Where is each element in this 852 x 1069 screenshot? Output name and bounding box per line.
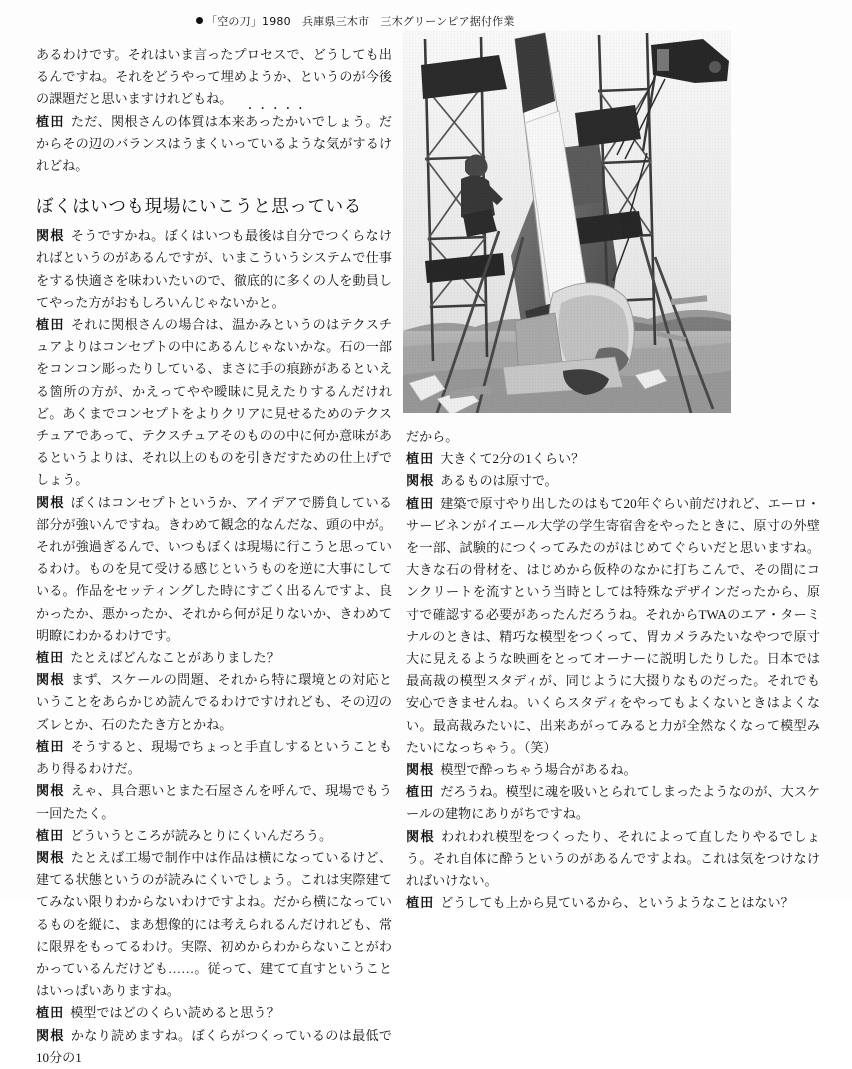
paragraph bbox=[36, 825, 392, 847]
paragraph-text: 建築で原寸やり出したのはもて20年ぐらい前だけれど、エーロ・サービネンがイエール大学の学生寄宿舎をやったときに、原寸の外壁を一部、試験的につくってみたのがはじめてぐらいだと思いますね。大きな石の骨材を、はじめから仮枠のなかに打ちこんで、その間にコンクリートを流すという当時としては特殊なデザインだったから、原寸で確認する必要があったんだろうね。それからTWAのエア・ターミナルのときは、精巧な模型をつくって、胃カメラみたいなやつで原寸大に見えるような映画をとってオーナーに説明したりした。日本では最高裁の模型スタディが、同じように大掇りなものだった。それでも安心できませんね。いくらスタディをやってもよくないときはよくない。最高裁みたいに、出来あがってみると力が全然なくなって模型みたいになっちゃう。（笑） bbox=[406, 495, 821, 755]
emphasized-text: ・・・・・ あったかい bbox=[245, 114, 312, 129]
speaker-label-ueda: 植田 bbox=[36, 738, 65, 754]
speaker-label-ueda: 植田 bbox=[36, 827, 65, 843]
paragraph bbox=[406, 892, 820, 914]
paragraph bbox=[36, 669, 392, 736]
paragraph-text: かなり読めますね。ぼくらがつくっているのは最低で10分の1 bbox=[36, 1027, 392, 1065]
paragraph bbox=[36, 1025, 392, 1069]
speaker-label-sekine: 関根 bbox=[406, 828, 436, 844]
paragraph-text: たとえば工場で制作中は作品は横になっているけど、建てる状態というのが読みにくいでしょう。これは実際建ててみない限りわからないわけですよね。だから横になっているものを縦に、まあ想像的には考えられるんだけれども、常に限界をもってるわけ。実際、初めからわからないことがわかっているんだけども……。従って、建てて直すということはいっぱいありますね。 bbox=[36, 849, 393, 999]
speaker-label-sekine: 関根 bbox=[36, 672, 65, 688]
paragraph bbox=[36, 314, 392, 492]
left-text-column bbox=[36, 44, 392, 1069]
paragraph-text: 模型ではどのくらい読めると思う？ bbox=[70, 1005, 280, 1021]
paragraph bbox=[36, 1002, 392, 1024]
paragraph bbox=[406, 759, 820, 781]
paragraph-text: それに関根さんの場合は、温かみというのはテクスチュアよりはコンセプトの中にあるんじゃないかな。石の一部をコンコン彫ったりしている、まさに手の痕跡があるといえる箇所の方が、かえってやや曖昧に見えたりするんだけれど。あくまでコンセプトをよりクリアに見せるためのテクスチュアであって、テクスチュアそのものの中に何か意味があるというよりは、それ以上のものを引きだすための仕上げでしょう。 bbox=[36, 317, 392, 488]
paragraph-text: どういうところが読みとりにくいんだろう。 bbox=[70, 827, 333, 843]
paragraph-text: あるものは原寸で。 bbox=[440, 473, 558, 489]
paragraph-text: だろうね。模型に魂を吸いとられてしまったようなのが、大スケールの建物にありがちですね。 bbox=[406, 784, 821, 822]
speaker-label-ueda: 植田 bbox=[36, 650, 65, 666]
paragraph bbox=[36, 736, 392, 780]
paragraph bbox=[406, 426, 820, 448]
section-heading: ぼくはいつも現場にいこうと思っている bbox=[36, 196, 362, 217]
paragraph-text: でしょう。だからその辺のバランスはうまくいっているような気がするけれどね。 bbox=[36, 113, 393, 174]
paragraph bbox=[406, 493, 820, 759]
speaker-label-ueda: 植田 bbox=[36, 317, 65, 333]
paragraph bbox=[36, 44, 392, 111]
paragraph-text: われわれ模型をつくったり、それによって直したりやるでしょう。それ自体に酔うというのがあるんですよね。これは気をつけなければいけない。 bbox=[406, 828, 820, 889]
paragraph-text: まず、スケールの問題、それから特に環境との対応ということをあらかじめ読んでるわけですけれども、その辺のズレとか、石のたたき方とかね。 bbox=[36, 672, 392, 732]
speaker-label-ueda: 植田 bbox=[406, 495, 435, 511]
paragraph bbox=[406, 826, 820, 893]
speaker-label-sekine: 関根 bbox=[36, 1027, 65, 1043]
paragraph bbox=[36, 225, 392, 314]
speaker-label-ueda: 植田 bbox=[36, 1005, 65, 1021]
bullet-icon bbox=[196, 17, 203, 24]
speaker-label-sekine: 関根 bbox=[36, 494, 65, 510]
paragraph bbox=[36, 780, 392, 824]
speaker-label-ueda: 植田 bbox=[406, 895, 435, 911]
speaker-label-sekine: 関根 bbox=[36, 849, 65, 865]
paragraph-text: だから。 bbox=[406, 429, 459, 444]
speaker-label-sekine: 関根 bbox=[36, 228, 65, 244]
paragraph-text: えゃ、具合悪いとまた石屋さんを呼んで、現場でもう一回たたく。 bbox=[36, 783, 392, 821]
photo-caption bbox=[196, 13, 515, 29]
speaker-label-sekine: 関根 bbox=[406, 473, 435, 489]
paragraph-text: そうすると、現場でちょっと手直しするということもあり得るわけだ。 bbox=[36, 738, 393, 777]
paragraph-text: ぼくはコンセプトというか、アイデアで勝負している部分が強いんですね。きわめて観念的なんだな、頭の中が。それが強過ぎるんで、いつもぼくは現場に行こうと思っているわけ。ものを見て受ける感じというものを逆に大事にしている。作品をセッティングした時にすごく出るんですよ、良かったか、悪かったか、それから何が足りないか、きわめて明瞭にわかるわけです。 bbox=[36, 494, 392, 643]
paragraph-text: 大きくて2分の1くらい？ bbox=[440, 451, 585, 467]
speaker-label-ueda: 植田 bbox=[406, 784, 435, 800]
paragraph bbox=[406, 448, 820, 470]
paragraph bbox=[36, 492, 392, 647]
paragraph-text: 模型で酔っちゃう場合があるね。 bbox=[440, 762, 637, 778]
paragraph bbox=[406, 470, 820, 492]
speaker-label-ueda: 植田 bbox=[406, 451, 435, 467]
installation-photograph bbox=[403, 31, 731, 413]
paragraph-text: たとえばどんなことがありました？ bbox=[70, 650, 280, 666]
speaker-label-sekine: 関根 bbox=[36, 783, 65, 799]
paragraph bbox=[36, 647, 392, 669]
speaker-label-ueda: 植田 bbox=[36, 113, 65, 129]
photo-caption-text: 「空の刀」1980 兵庫県三木市 三木グリーンピア据付作業 bbox=[206, 15, 515, 28]
paragraph-text: あるわけです。それはいま言ったプロセスで、どうしても出るんですね。それをどうやって埋めようか、というのが今後の課題だと思いますけれどもね。 bbox=[36, 47, 392, 107]
paragraph-text: どうしても上から見ているから、というようなことはない？ bbox=[440, 895, 794, 911]
paragraph bbox=[36, 847, 392, 1002]
paragraph bbox=[406, 781, 820, 825]
paragraph bbox=[36, 111, 392, 178]
paragraph-text: ただ、関根さんの体質は本来 bbox=[70, 113, 246, 129]
speaker-label-sekine: 関根 bbox=[406, 762, 435, 778]
photograph-graphic bbox=[403, 31, 731, 413]
right-text-column bbox=[406, 426, 820, 914]
paragraph-text: そうですかね。ぼくはいつも最後は自分でつくらなければというのがあるんですが、いまこういうシステムで仕事をする快適さを味わいたいので、徹底的に多くの人を動員してやった方がおもしろいんじゃないかと。 bbox=[36, 228, 393, 310]
